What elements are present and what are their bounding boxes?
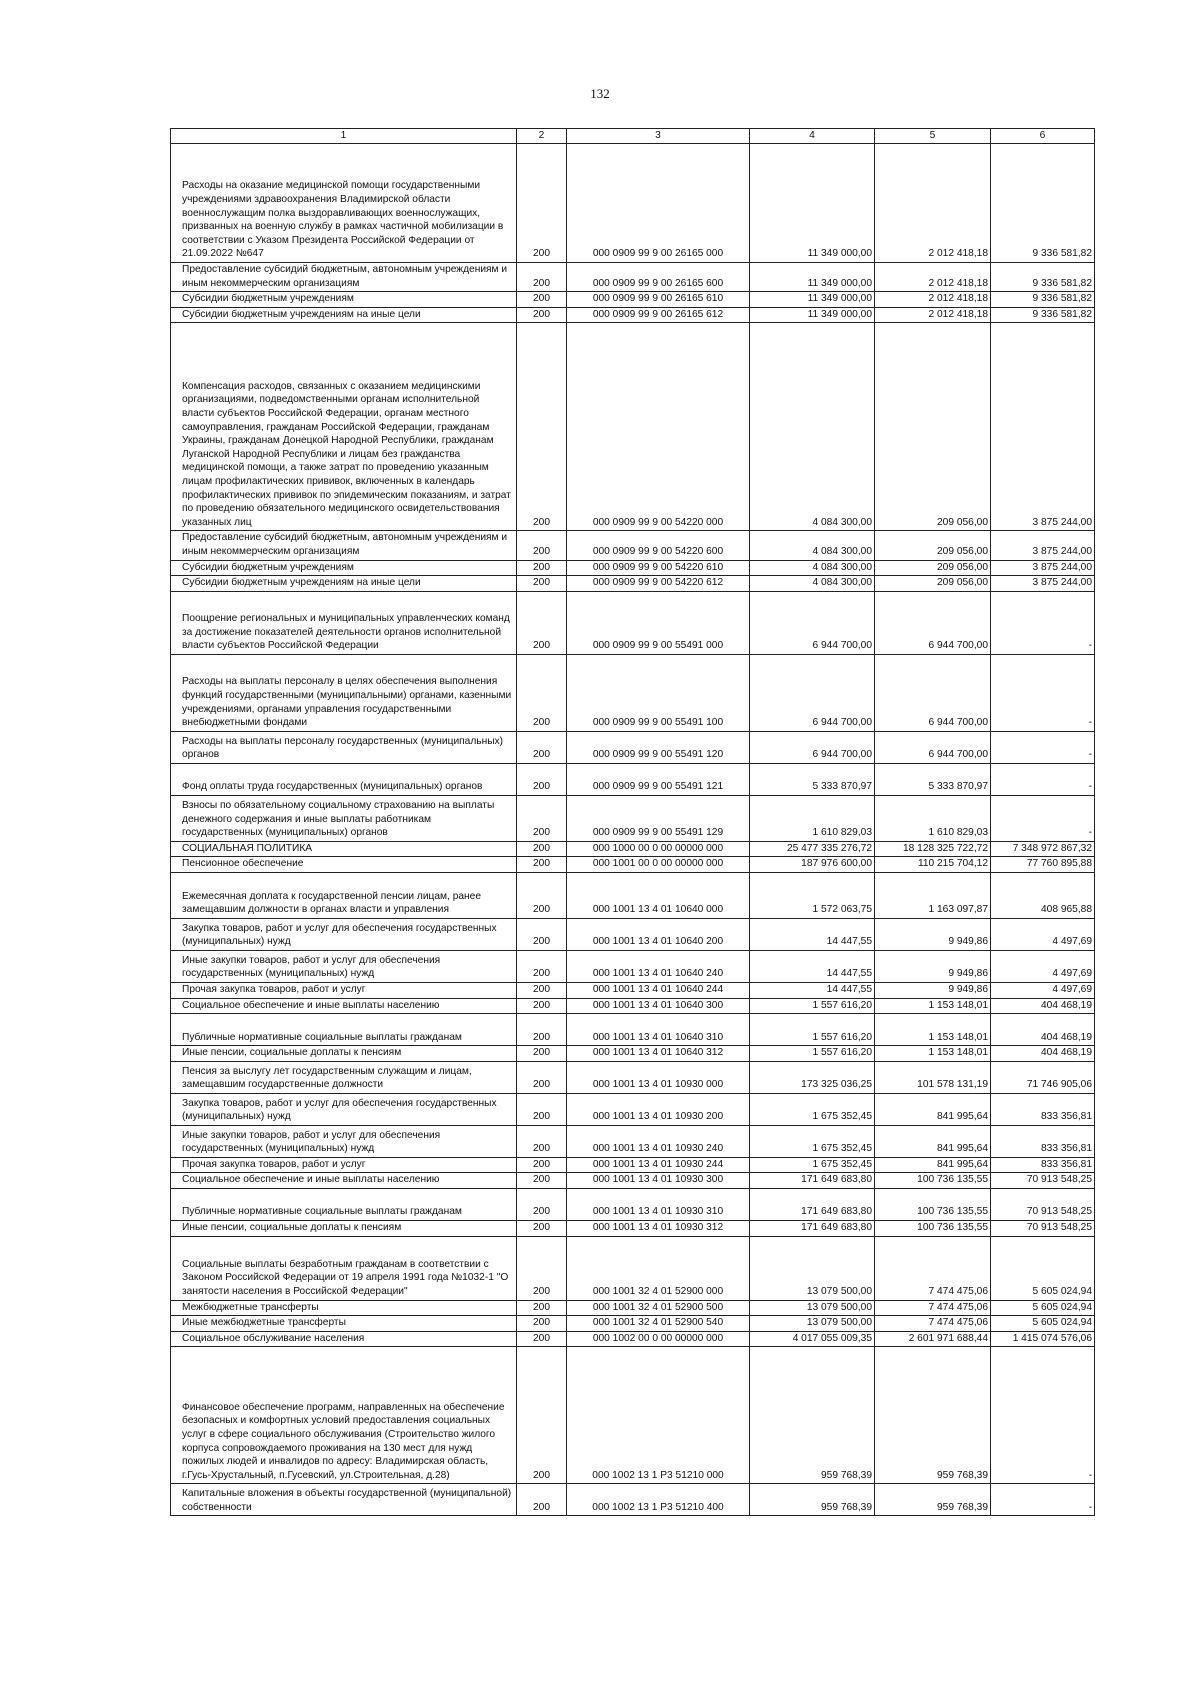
row-budget-code: 000 1002 00 0 00 00000 000 — [567, 1331, 750, 1347]
table-row — [171, 1484, 1095, 1516]
row-unexecuted-amount: 4 497,69 — [991, 982, 1095, 998]
header-col-6: 6 — [991, 129, 1095, 144]
row-executed-amount: 100 736 135,55 — [875, 1173, 991, 1189]
row-unexecuted-amount: 3 875 244,00 — [991, 531, 1095, 560]
table-row — [171, 872, 1095, 918]
row-executed-amount: 841 995,64 — [875, 1125, 991, 1157]
row-executed-amount: 9 949,86 — [875, 950, 991, 982]
row-approved-amount: 6 944 700,00 — [750, 731, 875, 763]
row-line-code: 200 — [517, 1125, 567, 1157]
row-budget-code: 000 1001 32 4 01 52900 000 — [567, 1236, 750, 1300]
row-line-code: 200 — [517, 763, 567, 795]
row-name: Расходы на выплаты персоналу в целях обеспечения выполнения функций государственными (муниципальными) органами, казенными учреждениями, органами управления государственными внебюджетными фондами — [171, 654, 517, 731]
row-line-code: 200 — [517, 1220, 567, 1236]
row-line-code: 200 — [517, 1188, 567, 1220]
row-unexecuted-amount: - — [991, 763, 1095, 795]
row-line-code: 200 — [517, 841, 567, 857]
row-unexecuted-amount: 7 348 972 867,32 — [991, 841, 1095, 857]
row-executed-amount: 7 474 475,06 — [875, 1300, 991, 1316]
row-budget-code: 000 1001 13 4 01 10640 244 — [567, 982, 750, 998]
row-line-code: 200 — [517, 1484, 567, 1516]
row-name: Социальное обеспечение и иные выплаты населению — [171, 1173, 517, 1189]
row-name: Субсидии бюджетным учреждениям на иные цели — [171, 307, 517, 323]
row-budget-code: 000 1001 13 4 01 10640 200 — [567, 918, 750, 950]
row-budget-code: 000 1001 13 4 01 10930 312 — [567, 1220, 750, 1236]
row-executed-amount: 7 474 475,06 — [875, 1316, 991, 1332]
row-approved-amount: 187 976 600,00 — [750, 857, 875, 873]
table-row — [171, 918, 1095, 950]
row-approved-amount: 959 768,39 — [750, 1347, 875, 1484]
row-executed-amount: 841 995,64 — [875, 1093, 991, 1125]
row-line-code: 200 — [517, 998, 567, 1014]
row-approved-amount: 11 349 000,00 — [750, 307, 875, 323]
row-approved-amount: 11 349 000,00 — [750, 263, 875, 292]
row-line-code: 200 — [517, 950, 567, 982]
header-col-2: 2 — [517, 129, 567, 144]
row-executed-amount: 1 610 829,03 — [875, 795, 991, 841]
row-budget-code: 000 0909 99 9 00 26165 600 — [567, 263, 750, 292]
row-budget-code: 000 0909 99 9 00 55491 000 — [567, 591, 750, 654]
row-executed-amount: 101 578 131,19 — [875, 1061, 991, 1093]
row-approved-amount: 1 557 616,20 — [750, 998, 875, 1014]
row-executed-amount: 2 012 418,18 — [875, 263, 991, 292]
row-name: Прочая закупка товаров, работ и услуг — [171, 982, 517, 998]
table-row — [171, 531, 1095, 560]
row-line-code: 200 — [517, 144, 567, 263]
row-name: Капитальные вложения в объекты государственной (муниципальной) собственности — [171, 1484, 517, 1516]
table-row — [171, 731, 1095, 763]
row-approved-amount: 1 675 352,45 — [750, 1125, 875, 1157]
row-unexecuted-amount: 77 760 895,88 — [991, 857, 1095, 873]
row-approved-amount: 4 084 300,00 — [750, 323, 875, 531]
table-row — [171, 1046, 1095, 1062]
row-executed-amount: 5 333 870,97 — [875, 763, 991, 795]
table-row — [171, 1093, 1095, 1125]
row-line-code: 200 — [517, 857, 567, 873]
row-budget-code: 000 1001 13 4 01 10930 310 — [567, 1188, 750, 1220]
row-executed-amount: 959 768,39 — [875, 1347, 991, 1484]
row-line-code: 200 — [517, 307, 567, 323]
row-name: Предоставление субсидий бюджетным, автономным учреждениям и иным некоммерческим организациям — [171, 263, 517, 292]
row-executed-amount: 209 056,00 — [875, 560, 991, 576]
row-name: Иные пенсии, социальные доплаты к пенсиям — [171, 1220, 517, 1236]
row-executed-amount: 1 153 148,01 — [875, 998, 991, 1014]
row-unexecuted-amount: 9 336 581,82 — [991, 144, 1095, 263]
row-executed-amount: 9 949,86 — [875, 982, 991, 998]
row-line-code: 200 — [517, 1236, 567, 1300]
row-executed-amount: 9 949,86 — [875, 918, 991, 950]
row-unexecuted-amount: - — [991, 591, 1095, 654]
row-approved-amount: 173 325 036,25 — [750, 1061, 875, 1093]
row-name: Публичные нормативные социальные выплаты гражданам — [171, 1188, 517, 1220]
header-col-4: 4 — [750, 129, 875, 144]
table-row — [171, 1236, 1095, 1300]
row-name: Прочая закупка товаров, работ и услуг — [171, 1157, 517, 1173]
table-row — [171, 998, 1095, 1014]
header-col-3: 3 — [567, 129, 750, 144]
row-approved-amount: 1 557 616,20 — [750, 1014, 875, 1046]
row-executed-amount: 6 944 700,00 — [875, 591, 991, 654]
row-budget-code: 000 1001 32 4 01 52900 500 — [567, 1300, 750, 1316]
row-unexecuted-amount: 404 468,19 — [991, 1014, 1095, 1046]
row-approved-amount: 6 944 700,00 — [750, 591, 875, 654]
row-unexecuted-amount: 4 497,69 — [991, 918, 1095, 950]
row-approved-amount: 1 675 352,45 — [750, 1157, 875, 1173]
table-row — [171, 982, 1095, 998]
row-approved-amount: 1 610 829,03 — [750, 795, 875, 841]
row-budget-code: 000 1001 32 4 01 52900 540 — [567, 1316, 750, 1332]
table-row — [171, 950, 1095, 982]
row-unexecuted-amount: 833 356,81 — [991, 1157, 1095, 1173]
row-budget-code: 000 0909 99 9 00 54220 600 — [567, 531, 750, 560]
row-line-code: 200 — [517, 1347, 567, 1484]
table-row — [171, 307, 1095, 323]
row-unexecuted-amount: 70 913 548,25 — [991, 1188, 1095, 1220]
table-row — [171, 1157, 1095, 1173]
row-unexecuted-amount: 404 468,19 — [991, 998, 1095, 1014]
row-budget-code: 000 0909 99 9 00 26165 612 — [567, 307, 750, 323]
row-line-code: 200 — [517, 654, 567, 731]
row-approved-amount: 4 084 300,00 — [750, 576, 875, 592]
header-col-5: 5 — [875, 129, 991, 144]
row-executed-amount: 7 474 475,06 — [875, 1236, 991, 1300]
row-unexecuted-amount: 70 913 548,25 — [991, 1173, 1095, 1189]
row-line-code: 200 — [517, 263, 567, 292]
row-name: Предоставление субсидий бюджетным, автономным учреждениям и иным некоммерческим организациям — [171, 531, 517, 560]
row-unexecuted-amount: 9 336 581,82 — [991, 307, 1095, 323]
row-budget-code: 000 1001 13 4 01 10930 200 — [567, 1093, 750, 1125]
row-unexecuted-amount: 5 605 024,94 — [991, 1300, 1095, 1316]
row-name: Иные закупки товаров, работ и услуг для обеспечения государственных (муниципальных) нужд — [171, 1125, 517, 1157]
row-line-code: 200 — [517, 1300, 567, 1316]
row-unexecuted-amount: 71 746 905,06 — [991, 1061, 1095, 1093]
row-line-code: 200 — [517, 591, 567, 654]
row-name: Субсидии бюджетным учреждениям — [171, 560, 517, 576]
table-row — [171, 795, 1095, 841]
row-budget-code: 000 0909 99 9 00 54220 612 — [567, 576, 750, 592]
table-row — [171, 323, 1095, 531]
table-row — [171, 1316, 1095, 1332]
row-budget-code: 000 0909 99 9 00 26165 000 — [567, 144, 750, 263]
row-executed-amount: 2 012 418,18 — [875, 292, 991, 308]
row-name: Субсидии бюджетным учреждениям — [171, 292, 517, 308]
row-line-code: 200 — [517, 918, 567, 950]
row-name: Расходы на оказание медицинской помощи государственными учреждениями здравоохранения Владимирской области военнослужащим полка выздоравливающих военнослужащих, призванных на военную службу в рамках частичной мобилизации в соответствии с Указом Президента Российской Федерации от 21.09.2022 №647 — [171, 144, 517, 263]
row-name: Социальное обслуживание населения — [171, 1331, 517, 1347]
row-unexecuted-amount: - — [991, 1347, 1095, 1484]
row-executed-amount: 2 601 971 688,44 — [875, 1331, 991, 1347]
row-budget-code: 000 0909 99 9 00 54220 610 — [567, 560, 750, 576]
row-approved-amount: 14 447,55 — [750, 982, 875, 998]
row-executed-amount: 100 736 135,55 — [875, 1220, 991, 1236]
row-unexecuted-amount: 9 336 581,82 — [991, 263, 1095, 292]
row-executed-amount: 1 163 097,87 — [875, 872, 991, 918]
row-line-code: 200 — [517, 1173, 567, 1189]
row-unexecuted-amount: 1 415 074 576,06 — [991, 1331, 1095, 1347]
table-row — [171, 1188, 1095, 1220]
row-approved-amount: 1 572 063,75 — [750, 872, 875, 918]
row-approved-amount: 171 649 683,80 — [750, 1220, 875, 1236]
row-line-code: 200 — [517, 1014, 567, 1046]
row-line-code: 200 — [517, 1061, 567, 1093]
row-name: Пенсия за выслугу лет государственным служащим и лицам, замещавшим государственные должности — [171, 1061, 517, 1093]
row-executed-amount: 841 995,64 — [875, 1157, 991, 1173]
row-budget-code: 000 1001 13 4 01 10930 000 — [567, 1061, 750, 1093]
row-unexecuted-amount: 3 875 244,00 — [991, 560, 1095, 576]
row-unexecuted-amount: 833 356,81 — [991, 1125, 1095, 1157]
row-budget-code: 000 1001 00 0 00 00000 000 — [567, 857, 750, 873]
row-budget-code: 000 1001 13 4 01 10930 240 — [567, 1125, 750, 1157]
row-approved-amount: 4 084 300,00 — [750, 560, 875, 576]
row-line-code: 200 — [517, 1316, 567, 1332]
row-budget-code: 000 1001 13 4 01 10640 240 — [567, 950, 750, 982]
row-unexecuted-amount: - — [991, 795, 1095, 841]
row-approved-amount: 4 017 055 009,35 — [750, 1331, 875, 1347]
row-budget-code: 000 0909 99 9 00 55491 129 — [567, 795, 750, 841]
table-row — [171, 1220, 1095, 1236]
row-unexecuted-amount: 9 336 581,82 — [991, 292, 1095, 308]
row-approved-amount: 1 675 352,45 — [750, 1093, 875, 1125]
table-row — [171, 263, 1095, 292]
row-budget-code: 000 1001 13 4 01 10640 300 — [567, 998, 750, 1014]
table-row — [171, 1061, 1095, 1093]
row-unexecuted-amount: - — [991, 1484, 1095, 1516]
row-name: СОЦИАЛЬНАЯ ПОЛИТИКА — [171, 841, 517, 857]
row-executed-amount: 1 153 148,01 — [875, 1014, 991, 1046]
row-executed-amount: 6 944 700,00 — [875, 654, 991, 731]
row-budget-code: 000 0909 99 9 00 26165 610 — [567, 292, 750, 308]
row-line-code: 200 — [517, 323, 567, 531]
row-budget-code: 000 1001 13 4 01 10640 312 — [567, 1046, 750, 1062]
row-unexecuted-amount: 70 913 548,25 — [991, 1220, 1095, 1236]
row-name: Поощрение региональных и муниципальных управленческих команд за достижение показателей деятельности органов исполнительной власти субъектов Российской Федерации — [171, 591, 517, 654]
page-number: 132 — [590, 86, 610, 101]
row-name: Фонд оплаты труда государственных (муниципальных) органов — [171, 763, 517, 795]
row-approved-amount: 6 944 700,00 — [750, 654, 875, 731]
row-line-code: 200 — [517, 1046, 567, 1062]
row-unexecuted-amount: 3 875 244,00 — [991, 576, 1095, 592]
table-row — [171, 857, 1095, 873]
row-executed-amount: 6 944 700,00 — [875, 731, 991, 763]
row-budget-code: 000 1001 13 4 01 10640 000 — [567, 872, 750, 918]
table-header-row — [171, 129, 1095, 144]
row-line-code: 200 — [517, 1157, 567, 1173]
row-approved-amount: 171 649 683,80 — [750, 1188, 875, 1220]
row-unexecuted-amount: 404 468,19 — [991, 1046, 1095, 1062]
row-name: Социальное обеспечение и иные выплаты населению — [171, 998, 517, 1014]
row-executed-amount: 100 736 135,55 — [875, 1188, 991, 1220]
row-unexecuted-amount: 5 605 024,94 — [991, 1316, 1095, 1332]
row-executed-amount: 18 128 325 722,72 — [875, 841, 991, 857]
table-row — [171, 560, 1095, 576]
row-unexecuted-amount: 408 965,88 — [991, 872, 1095, 918]
row-budget-code: 000 1000 00 0 00 00000 000 — [567, 841, 750, 857]
row-name: Межбюджетные трансферты — [171, 1300, 517, 1316]
row-budget-code: 000 1001 13 4 01 10640 310 — [567, 1014, 750, 1046]
table-row — [171, 1125, 1095, 1157]
row-unexecuted-amount: 833 356,81 — [991, 1093, 1095, 1125]
row-budget-code: 000 0909 99 9 00 54220 000 — [567, 323, 750, 531]
row-unexecuted-amount: 5 605 024,94 — [991, 1236, 1095, 1300]
row-name: Иные закупки товаров, работ и услуг для обеспечения государственных (муниципальных) нужд — [171, 950, 517, 982]
row-name: Иные межбюджетные трансферты — [171, 1316, 517, 1332]
row-budget-code: 000 0909 99 9 00 55491 121 — [567, 763, 750, 795]
row-line-code: 200 — [517, 576, 567, 592]
row-approved-amount: 13 079 500,00 — [750, 1236, 875, 1300]
row-executed-amount: 110 215 704,12 — [875, 857, 991, 873]
row-approved-amount: 4 084 300,00 — [750, 531, 875, 560]
row-unexecuted-amount: - — [991, 654, 1095, 731]
row-budget-code: 000 1001 13 4 01 10930 300 — [567, 1173, 750, 1189]
table-row — [171, 591, 1095, 654]
row-name: Пенсионное обеспечение — [171, 857, 517, 873]
row-executed-amount: 209 056,00 — [875, 576, 991, 592]
table-row — [171, 576, 1095, 592]
row-line-code: 200 — [517, 1331, 567, 1347]
table-row — [171, 1347, 1095, 1484]
row-budget-code: 000 1002 13 1 P3 51210 400 — [567, 1484, 750, 1516]
row-name: Расходы на выплаты персоналу государственных (муниципальных) органов — [171, 731, 517, 763]
row-approved-amount: 5 333 870,97 — [750, 763, 875, 795]
row-name: Компенсация расходов, связанных с оказанием медицинскими организациями, подведомственными органам исполнительной власти субъектов Российской Федерации, органам местного самоуправления, гражданам Российской Федерации, гражданам Украины, гражданам Донецкой Народной Республики, гражданам Луганской Народной Республики и лицам без гражданства медицинской помощи, а также затрат по проведению указанным лицам профилактических прививок, включенных в календарь профилактических прививок по эпидемическим показаниям, и затрат по проведению обязательного медицинского освидетельствования указанных лиц — [171, 323, 517, 531]
table-row — [171, 763, 1095, 795]
row-approved-amount: 959 768,39 — [750, 1484, 875, 1516]
row-approved-amount: 171 649 683,80 — [750, 1173, 875, 1189]
row-approved-amount: 13 079 500,00 — [750, 1316, 875, 1332]
table-row — [171, 292, 1095, 308]
row-budget-code: 000 0909 99 9 00 55491 100 — [567, 654, 750, 731]
table-row — [171, 1173, 1095, 1189]
row-unexecuted-amount: 4 497,69 — [991, 950, 1095, 982]
row-name: Взносы по обязательному социальному страхованию на выплаты денежного содержания и иные выплаты работникам государственных (муниципальных) органов — [171, 795, 517, 841]
row-line-code: 200 — [517, 731, 567, 763]
header-col-1: 1 — [171, 129, 517, 144]
row-name: Закупка товаров, работ и услуг для обеспечения государственных (муниципальных) нужд — [171, 918, 517, 950]
row-name: Финансовое обеспечение программ, направленных на обеспечение безопасных и комфортных условий предоставления социальных услуг в сфере социального обслуживания (Строительство жилого корпуса сопровождаемого проживания на 130 мест для нужд пожилых людей и инвалидов по адресу: Владимирская область, г.Гусь-Хрустальный, п.Гусевский, ул.Строительная, д.28) — [171, 1347, 517, 1484]
row-unexecuted-amount: 3 875 244,00 — [991, 323, 1095, 531]
row-name: Публичные нормативные социальные выплаты гражданам — [171, 1014, 517, 1046]
row-line-code: 200 — [517, 560, 567, 576]
row-name: Ежемесячная доплата к государственной пенсии лицам, ранее замещавшим должности в органах власти и управления — [171, 872, 517, 918]
row-line-code: 200 — [517, 292, 567, 308]
table-row — [171, 144, 1095, 263]
row-executed-amount: 209 056,00 — [875, 323, 991, 531]
table-row — [171, 1300, 1095, 1316]
table-row — [171, 1014, 1095, 1046]
row-line-code: 200 — [517, 982, 567, 998]
row-executed-amount: 2 012 418,18 — [875, 307, 991, 323]
row-approved-amount: 14 447,55 — [750, 918, 875, 950]
row-approved-amount: 25 477 335 276,72 — [750, 841, 875, 857]
row-line-code: 200 — [517, 795, 567, 841]
row-approved-amount: 11 349 000,00 — [750, 292, 875, 308]
row-budget-code: 000 1001 13 4 01 10930 244 — [567, 1157, 750, 1173]
row-approved-amount: 13 079 500,00 — [750, 1300, 875, 1316]
row-executed-amount: 959 768,39 — [875, 1484, 991, 1516]
row-approved-amount: 1 557 616,20 — [750, 1046, 875, 1062]
row-line-code: 200 — [517, 872, 567, 918]
row-name: Иные пенсии, социальные доплаты к пенсиям — [171, 1046, 517, 1062]
row-name: Социальные выплаты безработным гражданам в соответствии с Законом Российской Федерации от 19 апреля 1991 года №1032-1 "О занятости населения в Российской Федерации" — [171, 1236, 517, 1300]
row-executed-amount: 1 153 148,01 — [875, 1046, 991, 1062]
table-row — [171, 841, 1095, 857]
row-approved-amount: 14 447,55 — [750, 950, 875, 982]
row-executed-amount: 209 056,00 — [875, 531, 991, 560]
row-budget-code: 000 1002 13 1 P3 51210 000 — [567, 1347, 750, 1484]
row-name: Субсидии бюджетным учреждениям на иные цели — [171, 576, 517, 592]
row-unexecuted-amount: - — [991, 731, 1095, 763]
row-line-code: 200 — [517, 531, 567, 560]
row-name: Закупка товаров, работ и услуг для обеспечения государственных (муниципальных) нужд — [171, 1093, 517, 1125]
budget-execution-table — [170, 128, 1095, 1516]
row-executed-amount: 2 012 418,18 — [875, 144, 991, 263]
row-approved-amount: 11 349 000,00 — [750, 144, 875, 263]
row-line-code: 200 — [517, 1093, 567, 1125]
table-row — [171, 654, 1095, 731]
table-row — [171, 1331, 1095, 1347]
row-budget-code: 000 0909 99 9 00 55491 120 — [567, 731, 750, 763]
